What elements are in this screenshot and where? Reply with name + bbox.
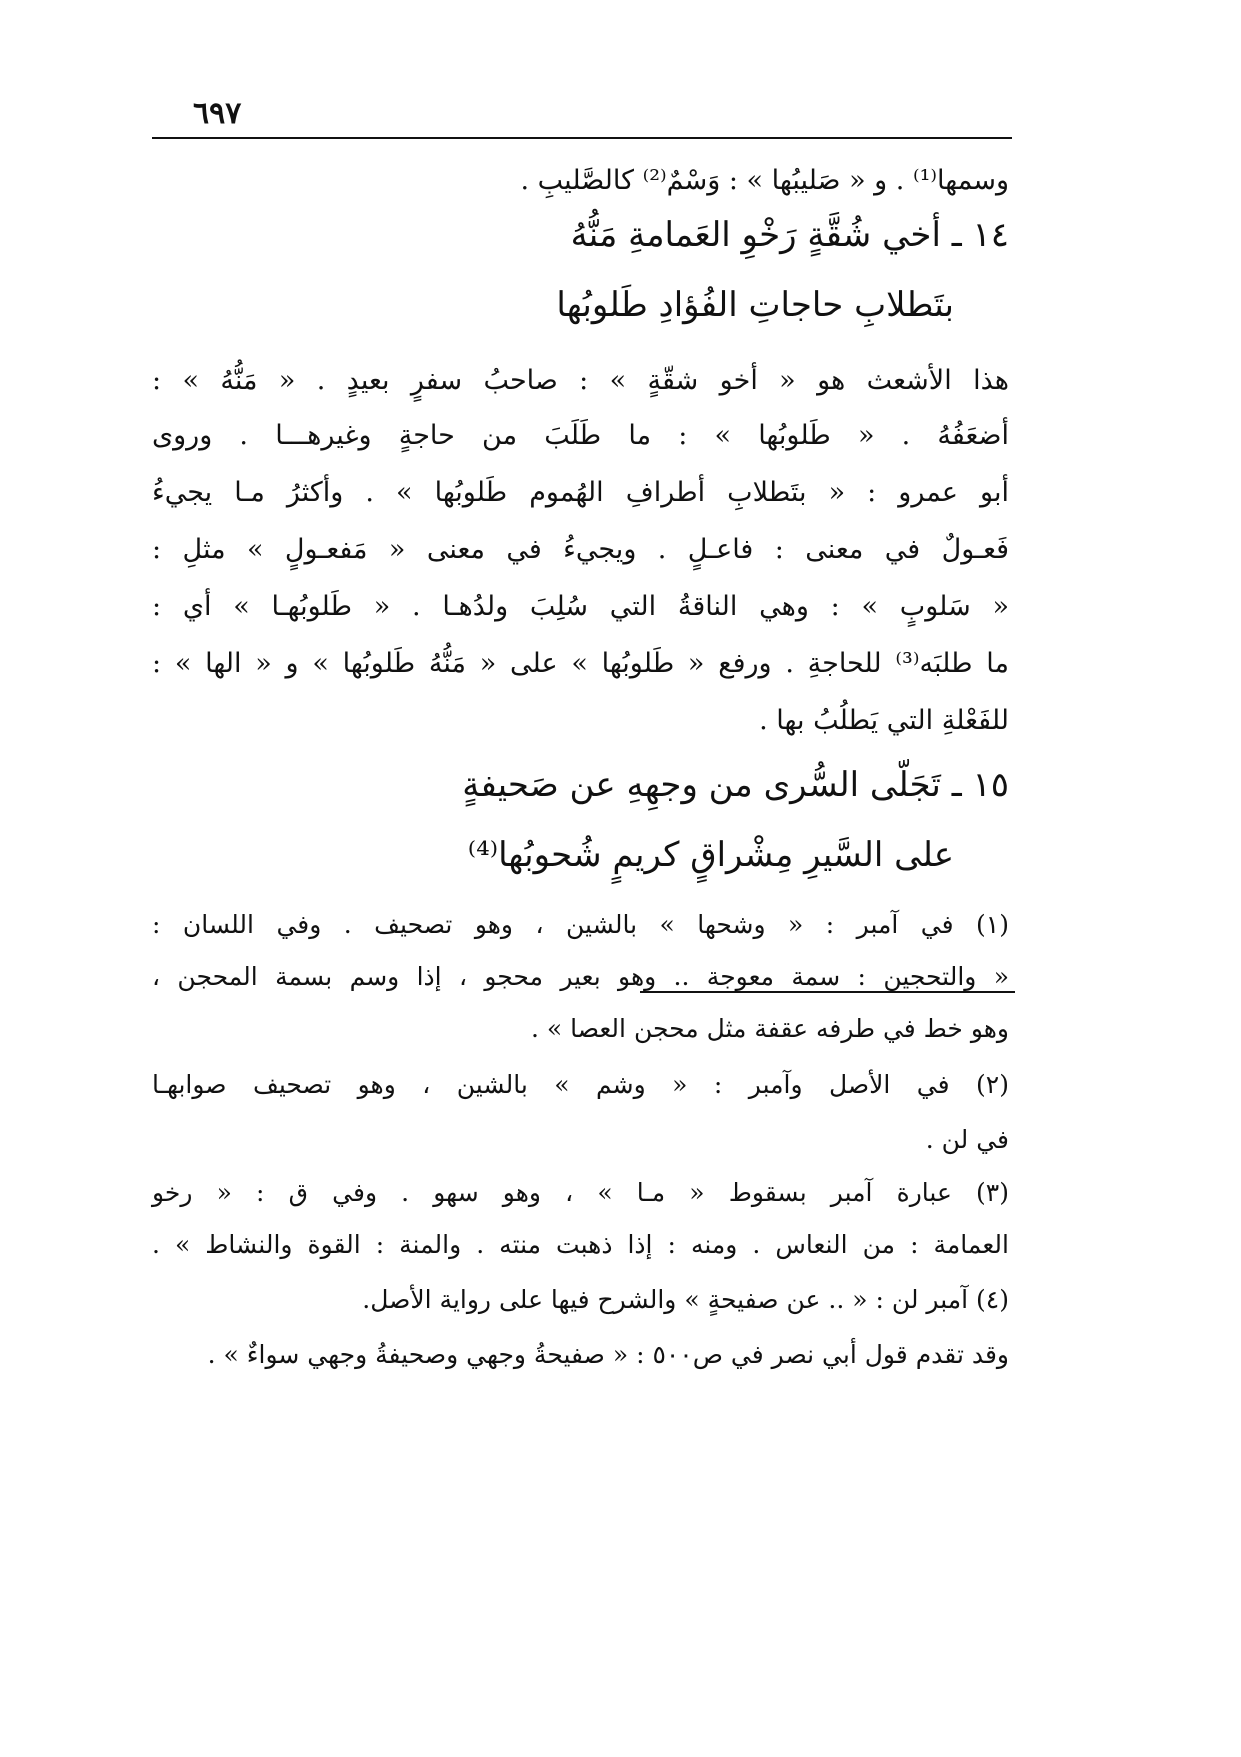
verse-15-second-hemistich: على السَّيرِ مِشْراقٍ كريمٍ شُحوبُها⁽⁴⁾ [467,835,954,875]
footnote-line: (٣) عبارة آمبر بسقوط « مـا » ، وهو سهو . وفي ق : « رخو [152,1178,1009,1207]
footnote-line: (٤) آمبر لن : « .. عن صفيحةٍ » والشرح فيها على رواية الأصل. [362,1285,1009,1314]
verse-15-first-hemistich: ١٥ ـ تَجَلّى السُّرى من وجهِهِ عن صَحيفةٍ [462,765,1009,805]
commentary-line: للفَعْلةِ التي يَطلُبُ بها . [759,705,1009,736]
commentary-line: « سَلوبٍ » : وهي الناقةُ التي سُلِبَ ولدُهـا . « طَلوبُهـا » أي : [152,591,1009,622]
commentary-line: ما طلبَه⁽³⁾ للحاجةِ . ورفع « طَلوبُها » على « مَنُّهُ طَلوبُها » و « الها » : [152,648,1009,679]
commentary-line: أبو عمرو : « بتَطلابِ أطرافِ الهُموم طَلوبُها » . وأكثرُ مـا يجيءُ [152,477,1009,508]
verse-14-second-hemistich: بتَطلابِ حاجاتِ الفُؤادِ طَلوبُها [556,285,954,325]
page-number: ٦٩٧ [193,96,242,131]
footnote-line: « والتحجين : سمة معوجة .. وهو بعير محجو ، إذا وسم بسمة المحجن ، [152,962,1009,991]
verse-14-first-hemistich: ١٤ ـ أخي شُقَّةٍ رَخْوِ العَمامةِ مَنُّهُ [570,215,1009,255]
header-rule [152,137,1012,139]
commentary-line: فَعـولٌ في معنى : فاعـلٍ . ويجيءُ في معنى « مَفعـولٍ » مثلِ : [152,534,1009,565]
footnote-line: وقد تقدم قول أبي نصر في ص٥٠٠ : « صفيحةُ وجهي وصحيفةُ وجهي سواءٌ » . [207,1340,1009,1369]
footnote-line: وهو خط في طرفه عقفة مثل محجن العصا » . [530,1014,1009,1043]
footnote-line: (١) في آمبر : « وشحها » بالشين ، وهو تصحيف . وفي اللسان : [152,910,1009,939]
footnote-line: العمامة : من النعاس . ومنه : إذا ذهبت منته . والمنة : القوة والنشاط » . [152,1230,1009,1259]
top-line: وسمها⁽¹⁾ . و « صَليبُها » : وَسْمٌ⁽²⁾ كالصَّليبِ . [520,165,1009,196]
commentary-line: أضعَفُهُ . « طَلوبُها » : ما طَلَبَ من حاجةٍ وغيرهـــا . وروى [152,420,1009,451]
footnote-line: في لن . [925,1125,1009,1154]
footnote-line: (٢) في الأصل وآمبر : « وشم » بالشين ، وهو تصحيف صوابهـا [152,1070,1009,1099]
commentary-line: هذا الأشعث هو « أخو شقّةٍ » : صاحبُ سفرٍ بعيدٍ . « مَنُّهُ » : [152,365,1009,396]
footnote-rule [640,991,1015,993]
